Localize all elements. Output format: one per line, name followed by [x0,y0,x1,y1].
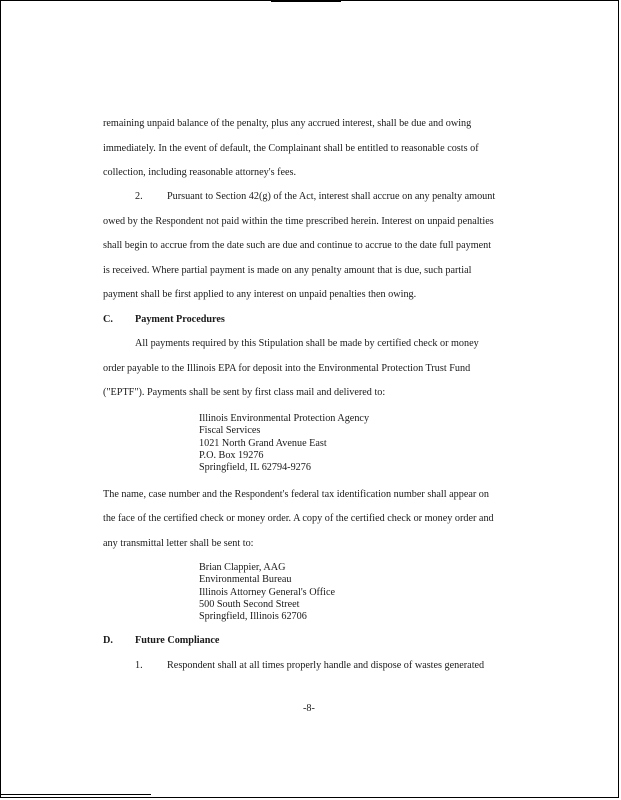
paragraph-line: shall begin to accrue from the date such are due and continue to accrue to the date full payment [103,240,492,251]
paragraph-line: payment shall be first applied to any interest on unpaid penalties then owing. [103,289,417,300]
paragraph-line: the face of the certified check or money order. A copy of the certified check or money order and [103,513,494,524]
paragraph-line: The name, case number and the Respondent's federal tax identification number shall appear on [103,489,489,500]
address-line: P.O. Box 19276 [199,449,264,461]
paragraph-line: order payable to the Illinois EPA for deposit into the Environmental Protection Trust Fund [103,363,471,374]
section-title: Future Compliance [135,635,220,646]
footnote-rule [1,794,151,795]
address-line: Springfield, Illinois 62706 [199,611,307,623]
paragraph-line: any transmittal letter shall be sent to: [103,538,254,549]
paragraph-line: is received. Where partial payment is made on any penalty amount that is due, such partial [103,265,472,276]
section-title: Payment Procedures [135,314,225,325]
item-number: 1. [135,660,143,671]
item-number: 2. [135,191,143,202]
address-line: Environmental Bureau [199,574,292,586]
paragraph-line: immediately. In the event of default, the Complainant shall be entitled to reasonable costs of [103,143,479,154]
paragraph-line: remaining unpaid balance of the penalty, plus any accrued interest, shall be due and owing [103,118,472,129]
mailing-address-epa [199,413,369,474]
address-line: Illinois Environmental Protection Agency [199,413,370,424]
address-line: Brian Clappier, AAG [199,562,286,573]
section-letter: C. [103,314,113,325]
paragraph-line: Respondent shall at all times properly handle and dispose of wastes generated [167,660,485,671]
address-line: 500 South Second Street [199,598,300,610]
paragraph-line: owed by the Respondent not paid within the time prescribed herein. Interest on unpaid penalties [103,216,494,227]
top-edge-mark [271,1,341,2]
address-line: Illinois Attorney General's Office [199,586,336,598]
paragraph-line: All payments required by this Stipulation shall be made by certified check or money [135,338,479,349]
paragraph-line: ("EPTF"). Payments shall be sent by first class mail and delivered to: [103,387,386,398]
address-line: 1021 North Grand Avenue East [199,437,327,449]
page-number: -8- [303,703,315,714]
address-line: Fiscal Services [199,425,261,437]
mailing-address-ag [199,562,335,623]
address-line: Springfield, IL 62794-9276 [199,462,311,474]
section-letter: D. [103,635,113,646]
paragraph-line: Pursuant to Section 42(g) of the Act, interest shall accrue on any penalty amount [167,191,496,202]
paragraph-line: collection, including reasonable attorney's fees. [103,167,297,178]
